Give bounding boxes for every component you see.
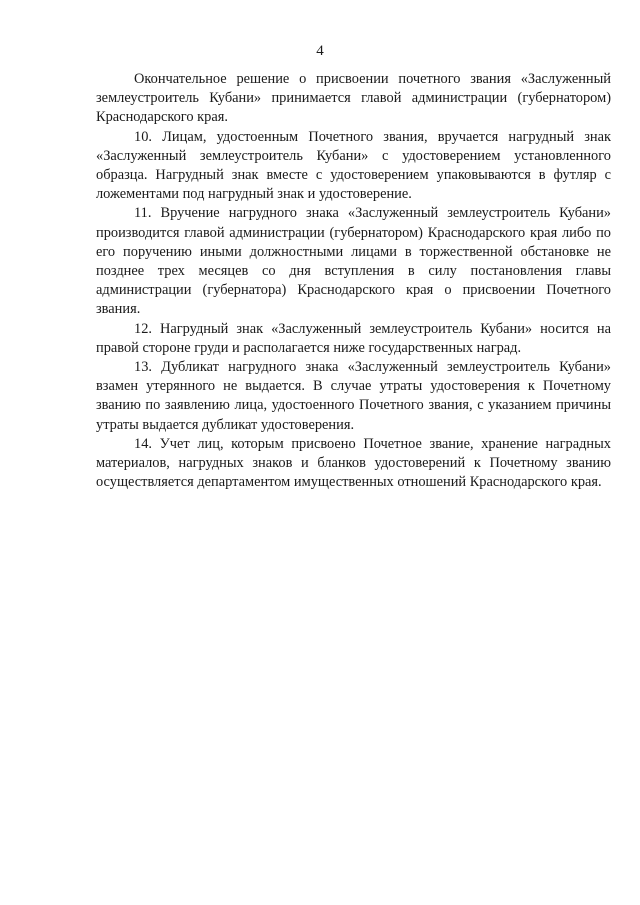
paragraph-13: 13. Дубликат нагрудного знака «Заслуженный землеустроитель Кубани» взамен утерянного не выдается. В случае утраты удостоверения к Почетному званию по заявлению лица, удостоенного Почетного звания, с указанием причины утраты выдается дубликат удостоверения.: [96, 359, 611, 433]
document-body: [96, 70, 611, 492]
page-number: 4: [316, 43, 324, 59]
paragraph-final-decision: Окончательное решение о присвоении почетного звания «Заслуженный землеустроитель Кубани» принимается главой администрации (губернатором) Краснодарского края.: [96, 71, 611, 126]
paragraph-10: 10. Лицам, удостоенным Почетного звания, вручается нагрудный знак «Заслуженный землеустроитель Кубани» с удостоверением установленного образца. Нагрудный знак вместе с удостоверением упаковываются в футляр с ложементами под нагрудный знак и удостоверение.: [96, 128, 611, 203]
paragraph-11: 11. Вручение нагрудного знака «Заслуженный землеустроитель Кубани» производится главой администрации (губернатором) Краснодарского края либо по его поручению иными должностными лицами в торжественной обстановке не позднее трех месяцев со дня вступления в силу постановления главы администрации (губернатора) Краснодарского края о присвоении Почетного звания.: [96, 205, 611, 318]
paragraph-12: 12. Нагрудный знак «Заслуженный землеустроитель Кубани» носится на правой стороне груди и располагается ниже государственных наград.: [96, 320, 611, 356]
paragraph-14: 14. Учет лиц, которым присвоено Почетное звание, хранение наградных материалов, нагрудных знаков и бланков удостоверений к Почетному званию осуществляется департаментом имущественных отношений Краснодарского края.: [96, 435, 611, 491]
